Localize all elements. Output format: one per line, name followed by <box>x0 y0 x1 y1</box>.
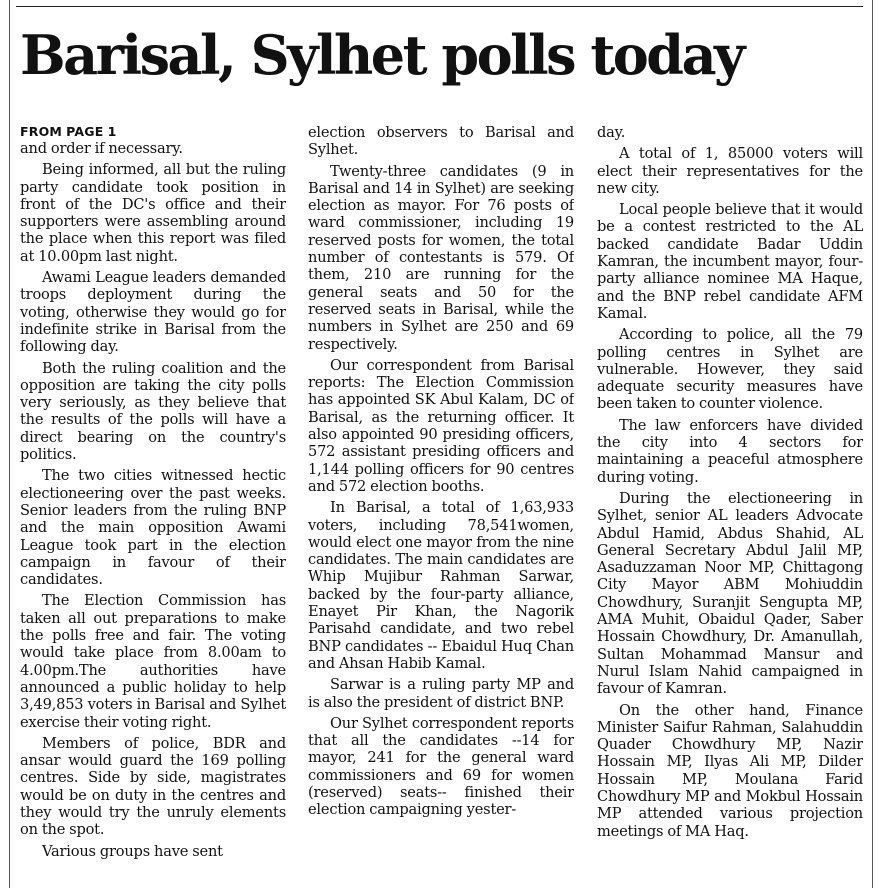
paragraph: Awami League leaders demanded troops deployment during the voting, otherwise they would go for indefinite strike in Barisal from the following day. <box>20 269 286 356</box>
column-3 <box>597 124 863 888</box>
paragraph: During the electioneering in Sylhet, senior AL leaders Advocate Abdul Hamid, Abdus Shahid, AL General Secretary Abdul Jalil MP, Asaduzzaman Noor MP, Chittagong City Mayor ABM Mohiuddin Chowdhury, Suranjit Sengupta MP, AMA Muhit, Obaidul Qader, Saber Hossain Chowdhury, Dr. Amanullah, Sultan Mohammad Mansur and Nurul Islam Nahid campaigned in favour of Kamran. <box>597 489 863 698</box>
paragraph: A total of 1, 85000 voters will elect their representatives for the new city. <box>597 145 863 197</box>
paragraph: On the other hand, Finance Minister Saifur Rahman, Salahuddin Quader Chowdhury MP, Nazir Hossain MP, Ilyas Ali MP, Dilder Hossain MP, Moulana Farid Chowdhury MP and Mokbul Hossain MP attended various projection meetings of MA Haq. <box>597 701 863 840</box>
paragraph: Various groups have sent <box>42 842 223 860</box>
paragraph: Our correspondent from Barisal reports: The Election Commission has appointed SK Abul Kalam, DC of Barisal, as the returning officer. It also appointed 90 presiding officers, 572 assistant presiding officers and 1,144 polling officers for 90 centres and 572 election booths. <box>308 356 574 495</box>
paragraph: According to police, all the 79 polling centres in Sylhet are vulnerable. However, they said adequate security measures have been taken to counter violence. <box>597 326 863 413</box>
paragraph: and order if necessary. <box>20 140 183 157</box>
column-2 <box>308 124 574 888</box>
paragraph: Both the ruling coalition and the opposition are taking the city polls very seriously, as they believe that the results of the polls will have a direct bearing on the country's politics. <box>20 359 286 464</box>
paragraph: The two cities witnessed hectic electioneering over the past weeks. Senior leaders from the ruling BNP and the main opposition Awami League took part in the election campaign in favour of their candidates. <box>20 467 286 589</box>
paragraph: election observers to Barisal and Sylhet. <box>308 124 574 159</box>
paragraph: day. <box>597 124 626 141</box>
paragraph: Sarwar is a ruling party MP and is also the president of district BNP. <box>308 676 574 711</box>
column-1 <box>20 124 286 888</box>
top-rule <box>16 6 863 7</box>
paragraph: Local people believe that it would be a contest restricted to the AL backed candidate Badar Uddin Kamran, the incumbent mayor, four-party alliance nominee MA Haque, and the BNP rebel candidate AFM Kamal. <box>597 201 863 322</box>
right-border <box>872 0 873 888</box>
paragraph: Members of police, BDR and ansar would guard the 169 polling centres. Side by side, magistrates would be on duty in the centres and they would try the unruly elements on the spot. <box>20 734 286 839</box>
left-border <box>9 0 10 888</box>
paragraph: The law enforcers have divided the city into 4 sectors for maintaining a peaceful atmosphere during voting. <box>597 416 863 486</box>
kicker-from-page-1: FROM PAGE 1 <box>20 124 117 139</box>
paragraph: In Barisal, a total of 1,63,933 voters, including 78,541women, would elect one mayor from the nine candidates. The main candidates are Whip Mujibur Rahman Sarwar, backed by the four-party alliance, Enayet Pir Khan, the Nagorik Parisahd candidate, and two rebel BNP candidates -- Ebaidul Huq Chan and Ahsan Habib Kamal. <box>308 499 574 672</box>
paragraph: Being informed, all but the ruling party candidate took position in front of the DC's office and their supporters were assembling around the place when this report was filed at 10.00pm last night. <box>20 161 286 265</box>
paragraph: The Election Commission has taken all out preparations to make the polls free and fair. The voting would take place from 8.00am to 4.00pm.The authorities have announced a public holiday to help 3,49,853 voters in Barisal and Sylhet exercise their voting right. <box>20 592 286 731</box>
paragraph: Our Sylhet correspondent reports that all the candidates --14 for mayor, 241 for the general ward commissioners and 69 for women (reserved) seats-- finished their election campaigning yester- <box>308 714 574 819</box>
paragraph: Twenty-three candidates (9 in Barisal and 14 in Sylhet) are seeking election as mayor. For 76 posts of ward commissioner, including 19 reserved posts for women, the total number of contestants is 579. Of them, 210 are running for the general seats and 50 for the reserved seats in Barisal, while the numbers in Sylhet are 250 and 69 respectively. <box>308 162 574 353</box>
headline: Barisal, Sylhet polls today <box>20 23 743 87</box>
